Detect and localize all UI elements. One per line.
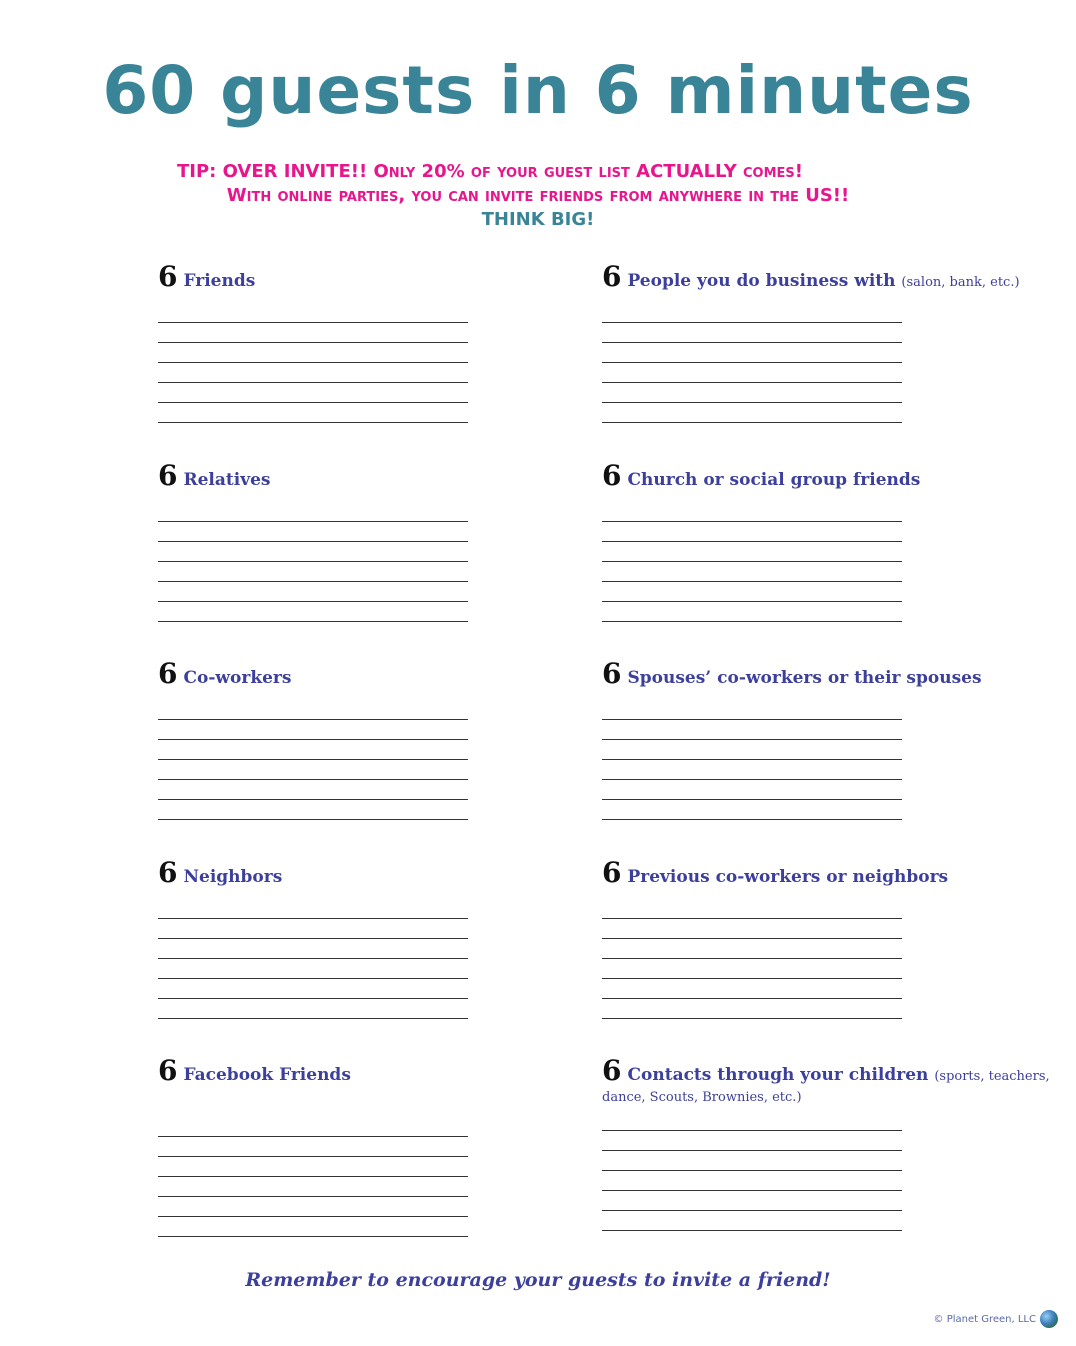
write-in-lines <box>602 899 902 1019</box>
section-neighbors <box>158 856 468 1019</box>
write-in-line[interactable] <box>158 522 468 542</box>
write-in-line[interactable] <box>158 919 468 939</box>
write-in-line[interactable] <box>158 800 468 820</box>
write-in-line[interactable] <box>602 1111 902 1131</box>
section-label: Contacts through your children <box>627 1065 929 1085</box>
write-in-lines <box>158 1117 468 1237</box>
write-in-line[interactable] <box>158 999 468 1019</box>
write-in-line[interactable] <box>158 1157 468 1177</box>
section-count: 6 <box>158 260 178 293</box>
write-in-line[interactable] <box>602 919 902 939</box>
section-label: Previous co-workers or neighbors <box>627 867 949 887</box>
write-in-line[interactable] <box>602 700 902 720</box>
write-in-lines <box>602 1111 902 1231</box>
section-count: 6 <box>602 657 622 690</box>
section-spouses-coworkers <box>602 657 982 820</box>
write-in-line[interactable] <box>602 1211 902 1231</box>
write-in-lines <box>158 899 468 1019</box>
write-in-line[interactable] <box>158 303 468 323</box>
section-label: Church or social group friends <box>627 470 921 490</box>
section-count: 6 <box>158 459 178 492</box>
write-in-lines <box>158 303 468 423</box>
section-label: Co-workers <box>183 668 292 688</box>
write-in-line[interactable] <box>158 939 468 959</box>
write-in-line[interactable] <box>158 403 468 423</box>
section-label: Spouses’ co-workers or their spouses <box>627 668 982 688</box>
write-in-line[interactable] <box>602 323 902 343</box>
write-in-line[interactable] <box>158 502 468 522</box>
write-in-line[interactable] <box>158 700 468 720</box>
tip-line-1: TIP: OVER INVITE!! Only 20% of your guest list ACTUALLY comes! <box>176 161 803 182</box>
copyright <box>934 1310 1058 1328</box>
section-label: Friends <box>183 271 256 291</box>
write-in-line[interactable] <box>602 899 902 919</box>
section-facebook <box>158 1054 468 1237</box>
write-in-line[interactable] <box>602 522 902 542</box>
section-relatives <box>158 459 468 622</box>
section-count: 6 <box>602 856 622 889</box>
write-in-line[interactable] <box>602 1131 902 1151</box>
write-in-line[interactable] <box>602 403 902 423</box>
write-in-line[interactable] <box>602 582 902 602</box>
section-heading <box>602 1054 1050 1087</box>
section-friends <box>158 260 468 423</box>
write-in-line[interactable] <box>158 562 468 582</box>
section-label: Neighbors <box>183 867 283 887</box>
write-in-lines <box>602 303 902 423</box>
write-in-line[interactable] <box>602 780 902 800</box>
section-count: 6 <box>158 1054 178 1087</box>
globe-icon <box>1040 1310 1058 1328</box>
write-in-line[interactable] <box>158 979 468 999</box>
copyright-text: © Planet Green, LLC <box>933 1313 1036 1325</box>
section-count: 6 <box>158 657 178 690</box>
section-label: Relatives <box>183 470 271 490</box>
write-in-line[interactable] <box>602 1151 902 1171</box>
write-in-line[interactable] <box>158 780 468 800</box>
write-in-line[interactable] <box>158 720 468 740</box>
tip-line-3: THINK BIG! <box>481 209 595 230</box>
write-in-line[interactable] <box>602 363 902 383</box>
section-church <box>602 459 921 622</box>
section-heading <box>158 657 468 690</box>
write-in-line[interactable] <box>158 760 468 780</box>
section-note-continued: dance, Scouts, Brownies, etc.) <box>602 1090 802 1105</box>
write-in-line[interactable] <box>602 760 902 780</box>
write-in-line[interactable] <box>158 343 468 363</box>
write-in-line[interactable] <box>602 1191 902 1211</box>
write-in-line[interactable] <box>602 999 902 1019</box>
page-title: 60 guests in 6 minutes <box>102 52 974 129</box>
section-count: 6 <box>602 459 622 492</box>
write-in-line[interactable] <box>602 303 902 323</box>
write-in-line[interactable] <box>158 740 468 760</box>
write-in-line[interactable] <box>158 383 468 403</box>
section-note: (sports, teachers, <box>934 1069 1050 1084</box>
write-in-line[interactable] <box>602 720 902 740</box>
section-note: (salon, bank, etc.) <box>901 275 1020 290</box>
section-children <box>602 1054 1050 1231</box>
write-in-lines <box>158 700 468 820</box>
write-in-line[interactable] <box>158 959 468 979</box>
write-in-line[interactable] <box>158 323 468 343</box>
write-in-line[interactable] <box>158 363 468 383</box>
write-in-line[interactable] <box>602 740 902 760</box>
write-in-line[interactable] <box>158 1117 468 1137</box>
section-heading <box>602 459 921 492</box>
write-in-line[interactable] <box>602 1171 902 1191</box>
reminder-text: Remember to encourage your guests to invite a friend! <box>245 1269 831 1291</box>
write-in-line[interactable] <box>158 582 468 602</box>
write-in-line[interactable] <box>602 542 902 562</box>
write-in-lines <box>602 502 902 622</box>
section-heading <box>602 657 982 690</box>
write-in-lines <box>602 700 902 820</box>
write-in-lines <box>158 502 468 622</box>
section-count: 6 <box>158 856 178 889</box>
write-in-line[interactable] <box>602 800 902 820</box>
section-previous <box>602 856 949 1019</box>
write-in-line[interactable] <box>602 502 902 522</box>
write-in-line[interactable] <box>158 542 468 562</box>
write-in-line[interactable] <box>158 899 468 919</box>
section-coworkers <box>158 657 468 820</box>
section-label: People you do business with <box>627 271 896 291</box>
section-label: Facebook Friends <box>183 1065 351 1085</box>
write-in-line[interactable] <box>602 383 902 403</box>
write-in-line[interactable] <box>158 602 468 622</box>
section-count: 6 <box>602 1054 622 1087</box>
write-in-line[interactable] <box>602 939 902 959</box>
write-in-line[interactable] <box>158 1217 468 1237</box>
section-business <box>602 260 1020 423</box>
section-heading <box>158 1054 468 1087</box>
section-heading <box>602 856 949 889</box>
tip-line-2: With online parties, you can invite friends from anywhere in the US!! <box>226 185 850 206</box>
write-in-line[interactable] <box>158 1177 468 1197</box>
write-in-line[interactable] <box>158 1137 468 1157</box>
write-in-line[interactable] <box>602 959 902 979</box>
write-in-line[interactable] <box>158 1197 468 1217</box>
write-in-line[interactable] <box>602 343 902 363</box>
write-in-line[interactable] <box>602 602 902 622</box>
section-heading <box>158 856 468 889</box>
write-in-line[interactable] <box>602 562 902 582</box>
write-in-line[interactable] <box>602 979 902 999</box>
section-heading <box>158 459 468 492</box>
section-count: 6 <box>602 260 622 293</box>
section-heading <box>158 260 468 293</box>
section-heading <box>602 260 1020 293</box>
